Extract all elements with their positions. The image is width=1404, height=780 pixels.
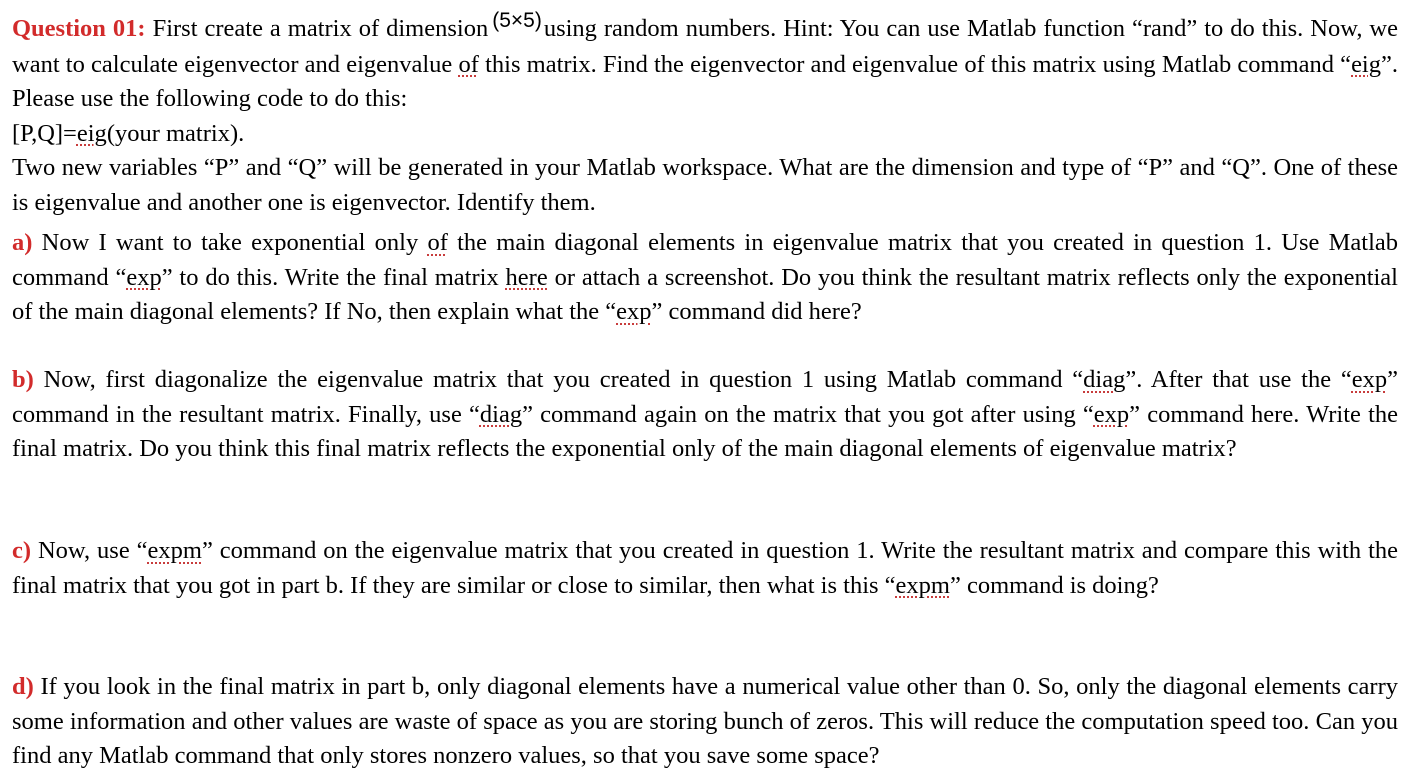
part-a-paragraph xyxy=(12,226,1398,330)
part-a-text: ” command did here? xyxy=(651,298,862,326)
spellcheck-word[interactable]: exp xyxy=(1093,400,1130,428)
part-c-text: ” command on the eigenvalue matrix that you created in question 1. Write the resultant matrix and compare this with the final matrix that you got in part b. If they are similar or close to similar, then what is this “ xyxy=(12,537,1399,599)
spellcheck-word[interactable]: eig xyxy=(76,119,107,147)
question-text: ”. Please use the following code to do this: xyxy=(12,50,1398,113)
part-a-text: Now I want to take exponential only xyxy=(41,229,419,256)
spellcheck-word[interactable]: expm xyxy=(147,537,202,564)
part-b-text: Now, first diagonalize the eigenvalue matrix that you created in question 1 using Matlab command “ xyxy=(43,366,1084,393)
code-text: (your matrix). xyxy=(106,119,245,147)
question-01-paragraph xyxy=(12,9,1398,221)
part-a-text: the main diagonal elements in eigenvalue matrix that you created in question 1. Use Matlab command “ xyxy=(12,229,1398,291)
part-b-label: b) xyxy=(12,366,34,393)
question-text: this matrix. Find the eigenvector and eigenvalue of this matrix using Matlab command “ xyxy=(485,50,1352,78)
spellcheck-word[interactable]: exp xyxy=(616,298,652,326)
spellcheck-word[interactable]: diag xyxy=(479,400,523,428)
part-d-paragraph xyxy=(12,670,1398,774)
part-b-text: ”. After that use the “ xyxy=(1125,366,1352,393)
part-b-text: ” command here. Write the final matrix. Do you think this final matrix reflects the exponential only of the main diagonal elements of eigenvalue matrix? xyxy=(12,400,1398,463)
part-b-paragraph xyxy=(12,363,1398,467)
part-a-text: ” to do this. Write the final matrix xyxy=(161,263,499,291)
question-01-label: Question 01: xyxy=(12,15,146,42)
code-line xyxy=(12,117,1398,152)
part-c-paragraph xyxy=(12,534,1398,603)
question-text: First create a matrix of dimension xyxy=(152,15,489,42)
matrix-dimension: (5×5) xyxy=(492,9,542,32)
part-a-text: or attach a screenshot. Do you think the resultant matrix reflects only the exponential of the main diagonal elements? If No, then explain what the “ xyxy=(12,263,1398,326)
part-d-label: d) xyxy=(12,673,34,700)
spellcheck-word[interactable]: of xyxy=(427,229,448,256)
question-text: Two new variables “P” and “Q” will be generated in your Matlab workspace. What are the dimension and type of “P” and “Q”. One of these is eigenvalue and another one is eigenvector. Identify them. xyxy=(12,154,1398,216)
part-b-text: ” command in the resultant matrix. Finally, use “ xyxy=(12,366,1398,428)
spellcheck-word[interactable]: here xyxy=(505,263,548,291)
code-text: [P,Q]= xyxy=(12,119,77,147)
part-d-text: If you look in the final matrix in part b, only diagonal elements have a numerical value other than 0. So, only the diagonal elements carry some information and other values are waste of space as you are storing bunch of zeros. This will reduce the computation speed too. Can you find any Matlab command that only stores nonzero values, so that you save some space? xyxy=(12,673,1398,770)
question-text: using random numbers. Hint: You can use Matlab function “rand” to do this. Now, we want to calculate eigenvector and eigenvalue xyxy=(12,15,1398,78)
part-c-label: c) xyxy=(12,537,32,564)
spellcheck-word[interactable]: of xyxy=(458,50,479,78)
part-c-text: ” command is doing? xyxy=(949,571,1159,599)
spellcheck-word[interactable]: expm xyxy=(895,571,950,599)
part-a-label: a) xyxy=(12,229,33,256)
spellcheck-word[interactable]: diag xyxy=(1083,366,1126,393)
spellcheck-word[interactable]: eig xyxy=(1351,50,1381,78)
spellcheck-word[interactable]: exp xyxy=(1351,366,1388,393)
spellcheck-word[interactable]: exp xyxy=(126,263,162,291)
part-b-text: ” command again on the matrix that you got after using “ xyxy=(522,400,1094,428)
part-c-text: Now, use “ xyxy=(37,537,148,564)
